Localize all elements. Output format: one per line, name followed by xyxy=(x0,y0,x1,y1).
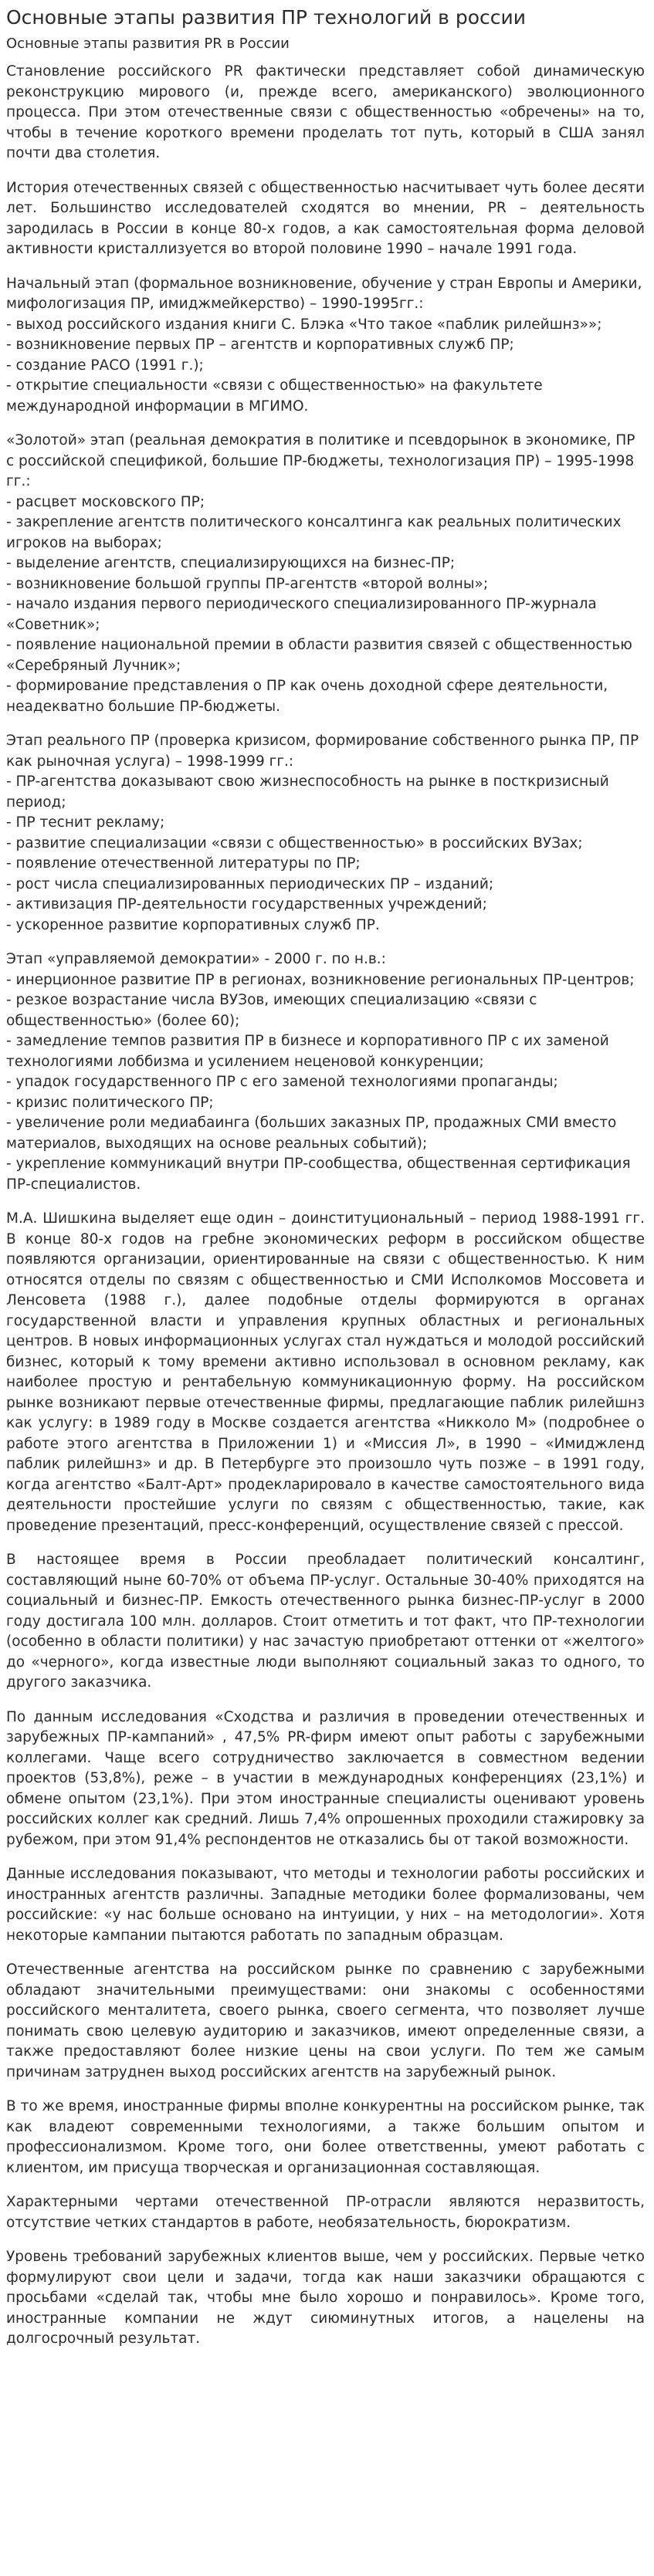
paragraph: Становление российского PR фактически представляет собой динамическую реконструкцию мирового (и, прежде всего, американского) эволюционного процесса. При этом отечественные связи с общественностью «обречены» на то, чтобы в течение короткого времени проделать тот путь, который в США занял почти два столетия. xyxy=(6,63,645,161)
paragraph: Характерными чертами отечественной ПР-отрасли являются неразвитость, отсутствие четких стандартов в работе, необязательность, бюрократизм. xyxy=(6,2194,645,2231)
paragraph: В настоящее время в России преобладает политический консалтинг, составляющий ныне 60-70% от объема ПР-услуг. Остальные 30-40% приходятся на социальный и бизнес-ПР. Емкость отечественного рынка бизнес-ПР-услуг в 2000 году достигала 100 млн. долларов. Стоит отметить и тот факт, что ПР-технологии (особенно в области политики) у нас зачастую приобретают оттенки от «желтого» до «черного», когда известные люди выполняют социальный заказ то одного, то другого заказчика. xyxy=(6,1552,645,1691)
page-title: Основные этапы развития ПР технологий в россии xyxy=(6,6,526,29)
paragraph: «Золотой» этап (реальная демократия в политике и псевдорынок в экономике, ПР с российской спецификой, большие ПР-бюджеты, технологизация ПР) – 1995-1998 гг.: - расцвет московского ПР; - закрепление агентств политического консалтинга как реальных политических игроков на выборах; - выделение агентств, специализирующихся на бизнес-ПР; - возникновение большой группы ПР-агентств «второй волны»; - начало издания первого периодического специализированного ПР-журнала «Советник»; - появление национальной премии в области развития связей с общественностью «Серебряный Лучник»; - формирование представления о ПР как очень доходной сфере деятельности, неадекватно большие ПР-бюджеты. xyxy=(6,432,635,715)
paragraph: Отечественные агентства на российском рынке по сравнению с зарубежными обладают значительными преимуществами: они знакомы с особенностями российского менталитета, своего рынка, своего сегмента, что позволяет лучше понимать свою целевую аудиторию и заказчиков, имеют определенные связи, а также предоставляют более низкие цены на свои услуги. По тем же самым причинам затруднен выход российских агентств на зарубежный рынок. xyxy=(6,1962,645,2080)
paragraph: Уровень требований зарубежных клиентов выше, чем у российских. Первые четко формулируют свои цели и задачи, тогда как наши заказчики обращаются с просьбами «сделай так, чтобы мне было хорошо и понравилось». Кроме того, иностранные компании не ждут сиюминутных итогов, а нацелены на долгосрочный результат. xyxy=(6,2249,645,2347)
paragraph: По данным исследования «Сходства и различия в проведении отечественных и зарубежных ПР-кампаний» , 47,5% PR-фирм имеют опыт работы с зарубежными коллегами. Чаще всего сотрудничество заключается в совместном ведении проектов (53,8%), реже – в участии в международных конференциях (23,1%) и обмене опытом (23,1%). При этом иностранные специалисты оценивают уровень российских коллег как средний. Лишь 7,4% опрошенных проходили стажировку за рубежом, при этом 91,4% респондентов не отказались бы от такой возможности. xyxy=(6,1708,645,1848)
paragraph: Этап реального ПР (проверка кризисом, формирование собственного рынка ПР, ПР как рыночная услуга) – 1998-1999 гг.: - ПР-агентства доказывают свою жизнеспособность на рынке в посткризисный период; - ПР теснит рекламу; - развитие специализации «связи с общественностью» в российских ВУЗах; - появление отечественной литературы по ПР; - рост числа специализированных периодических ПР – изданий; - активизация ПР-деятельности государственных учреждений; - ускоренное развитие корпоративных служб ПР. xyxy=(6,733,639,933)
paragraph: Данные исследования показывают, что методы и технологии работы российских и иностранных агентств различны. Западные методики более формализованы, чем российские: «у нас больше основано на интуиции, у них – на методологии». Хотя некоторые кампании пытаются работать по западным образцам. xyxy=(6,1866,645,1944)
paragraph: Начальный этап (формальное возникновение, обучение у стран Европы и Америки, мифологизация ПР, имиджмейкерство) – 1990-1995гг.: - выход российского издания книги С. Блэка «Что такое «паблик рилейшнз»»; - возникновение первых ПР – агентств и корпоративных служб ПР; - создание РАСО (1991 г.); - открытие специальности «связи с общественностью» на факультете международной информации в МГИМО. xyxy=(6,275,642,415)
paragraph: М.А. Шишкина выделяет еще один – доинституциональный – период 1988-1991 гг. В конце 80-х годов на гребне экономических реформ в российском обществе появляются организации, ориентированные на связи с общественностью. К ним относятся отделы по связям с общественностью и СМИ Исполкомов Моссовета и Ленсовета (1988 г.), далее подобные отделы формируются в органах государственной власти и управления крупных областных и региональных центров. В новых информационных услугах стал нуждаться и молодой российский бизнес, который к тому времени активно использовал в основном рекламу, как наиболее простую и рентабельную коммуникационную форму. На российском рынке возникают первые отечественные фирмы, предлагающие паблик рилейшнз как услугу: в 1989 году в Москве создается агентства «Никколо М» (подробнее о работе этого агентства в Приложении 1) и «Миссия Л», в 1990 – «Имиджленд паблик рилейшнз» и др. В Петербурге это произошло чуть позже – в 1991 году, когда агентство «Балт-Арт» продекларировало в качестве самостоятельного вида деятельности простейшие услуги по связям с общественностью, такие, как проведение презентаций, пресс-конференций, осуществление связей с прессой. xyxy=(6,1210,645,1534)
paragraph: История отечественных связей с общественностью насчитывает чуть более десяти лет. Большинство исследователей сходятся во мнении, PR – деятельность зародилась в России в конце 80-х годов, а как самостоятельная форма деловой активности кристаллизуется во второй половине 1990 – начале 1991 года. xyxy=(6,179,645,257)
page-subtitle: Основные этапы развития PR в России xyxy=(6,36,290,52)
paragraph: Этап «управляемой демократии» - 2000 г. по н.в.: - инерционное развитие ПР в регионах, возникновение региональных ПР-центров; - резкое возрастание числа ВУЗов, имеющих специализацию «связи с общественностью» (более 60); - замедление темпов развития ПР в бизнесе и корпоративного ПР с их заменой технологиями лоббизма и усилением неценовой конкуренции; - упадок государственного ПР с его заменой технологиями пропаганды; - кризис политического ПР; - увеличение роли медиабаинга (больших заказных ПР, продажных СМИ вместо материалов, выходящих на основе реальных событий); - укрепление коммуникаций внутри ПР-сообщества, общественная сертификация ПР-специалистов. xyxy=(6,951,635,1193)
paragraph: В то же время, иностранные фирмы вполне конкурентны на российском рынке, так как владеют современными технологиями, а также большим опытом и профессионализмом. Кроме того, они более ответственны, умеют работать с клиентом, им присуща творческая и организационная составляющая. xyxy=(6,2098,646,2176)
